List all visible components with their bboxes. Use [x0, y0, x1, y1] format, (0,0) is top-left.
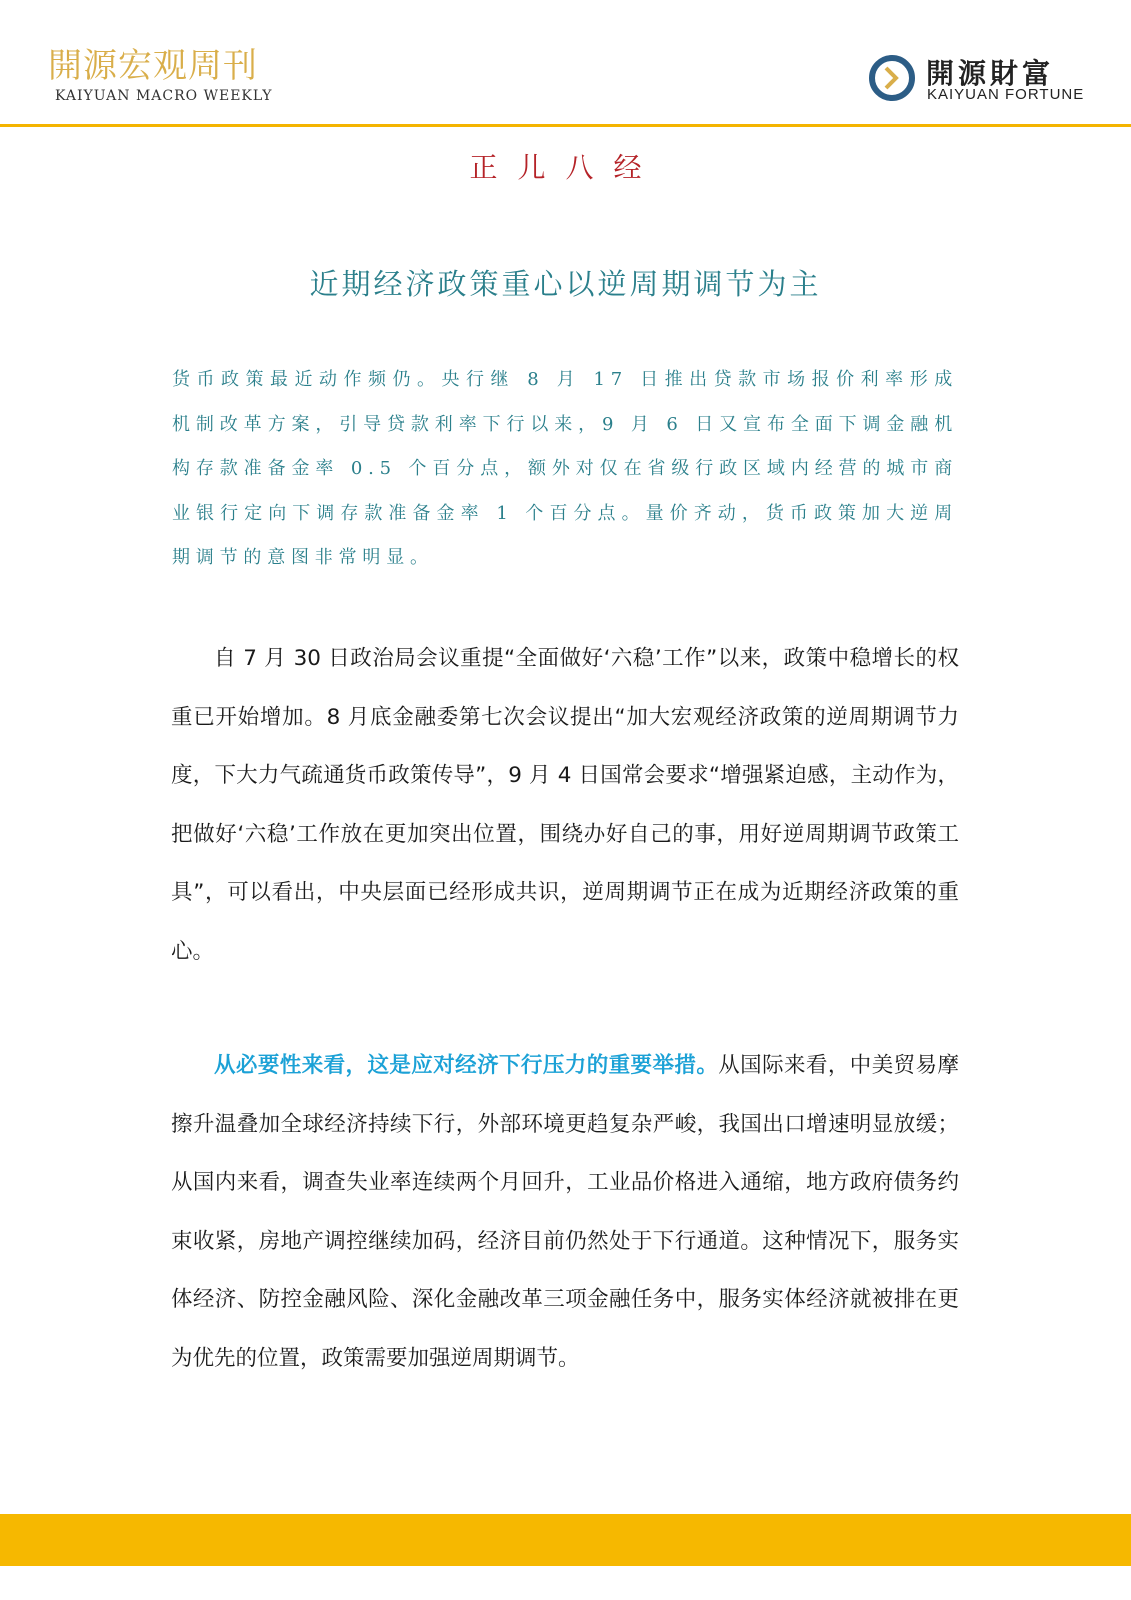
- body-paragraph-1: 自 7 月 30 日政治局会议重提“全面做好‘六稳’工作”以来，政策中稳增长的权重已开始增加。8 月底金融委第七次会议提出“加大宏观经济政策的逆周期调节力度，下大力气疏通货币政策传导”，9 月 4 日国常会要求“增强紧迫感，主动作为，把做好‘六稳’工作放在更加突出位置，围绕办好自己的事，用好逆周期调节政策工具”，可以看出，中央层面已经形成共识，逆周期调节正在成为近期经济政策的重心。: [171, 646, 959, 964]
- article-title: 近期经济政策重心以逆周期调节为主: [309, 267, 822, 301]
- body-paragraph-2: [171, 1037, 959, 1388]
- header-divider: [0, 124, 1131, 127]
- publication-title: 開源宏观周刊: [48, 46, 258, 86]
- section-title: 正儿八经: [469, 151, 662, 184]
- paragraph-text: 从国际来看，中美贸易摩擦升温叠加全球经济持续下行，外部环境更趋复杂严峻，我国出口增速明显放缓；从国内来看，调查失业率连续两个月回升，工业品价格进入通缩，地方政府债务约束收紧，房地产调控继续加码，经济目前仍然处于下行通道。这种情况下，服务实体经济、防控金融风险、深化金融改革三项金融任务中，服务实体经济就被排在更为优先的位置，政策需要加强逆周期调节。: [171, 1053, 959, 1371]
- footer-bar: [0, 1514, 1131, 1566]
- page-header: [0, 0, 1131, 128]
- brand-name-en: KAIYUAN FORTUNE: [927, 86, 1085, 103]
- brand-name-cn: 開源財富: [926, 57, 1055, 90]
- publication-subtitle: KAIYUAN MACRO WEEKLY: [55, 88, 273, 104]
- brand-logo-block: [866, 52, 1096, 108]
- article-abstract: 货币政策最近动作频仍。央行继 8 月 17 日推出贷款市场报价利率形成机制改革方案，引导贷款利率下行以来，9 月 6 日又宣布全面下调金融机构存款准备金率 0.5 个百分点，额外对仅在省级行政区域内经营的城市商业银行定向下调存款准备金率 1 个百分点。量价齐动，货币政策加大逆周期调节的意图非常明显。: [172, 369, 958, 568]
- kaiyuan-logo-icon: [866, 52, 918, 104]
- paragraph-highlight: 从必要性来看，这是应对经济下行压力的重要举措。: [214, 1053, 719, 1078]
